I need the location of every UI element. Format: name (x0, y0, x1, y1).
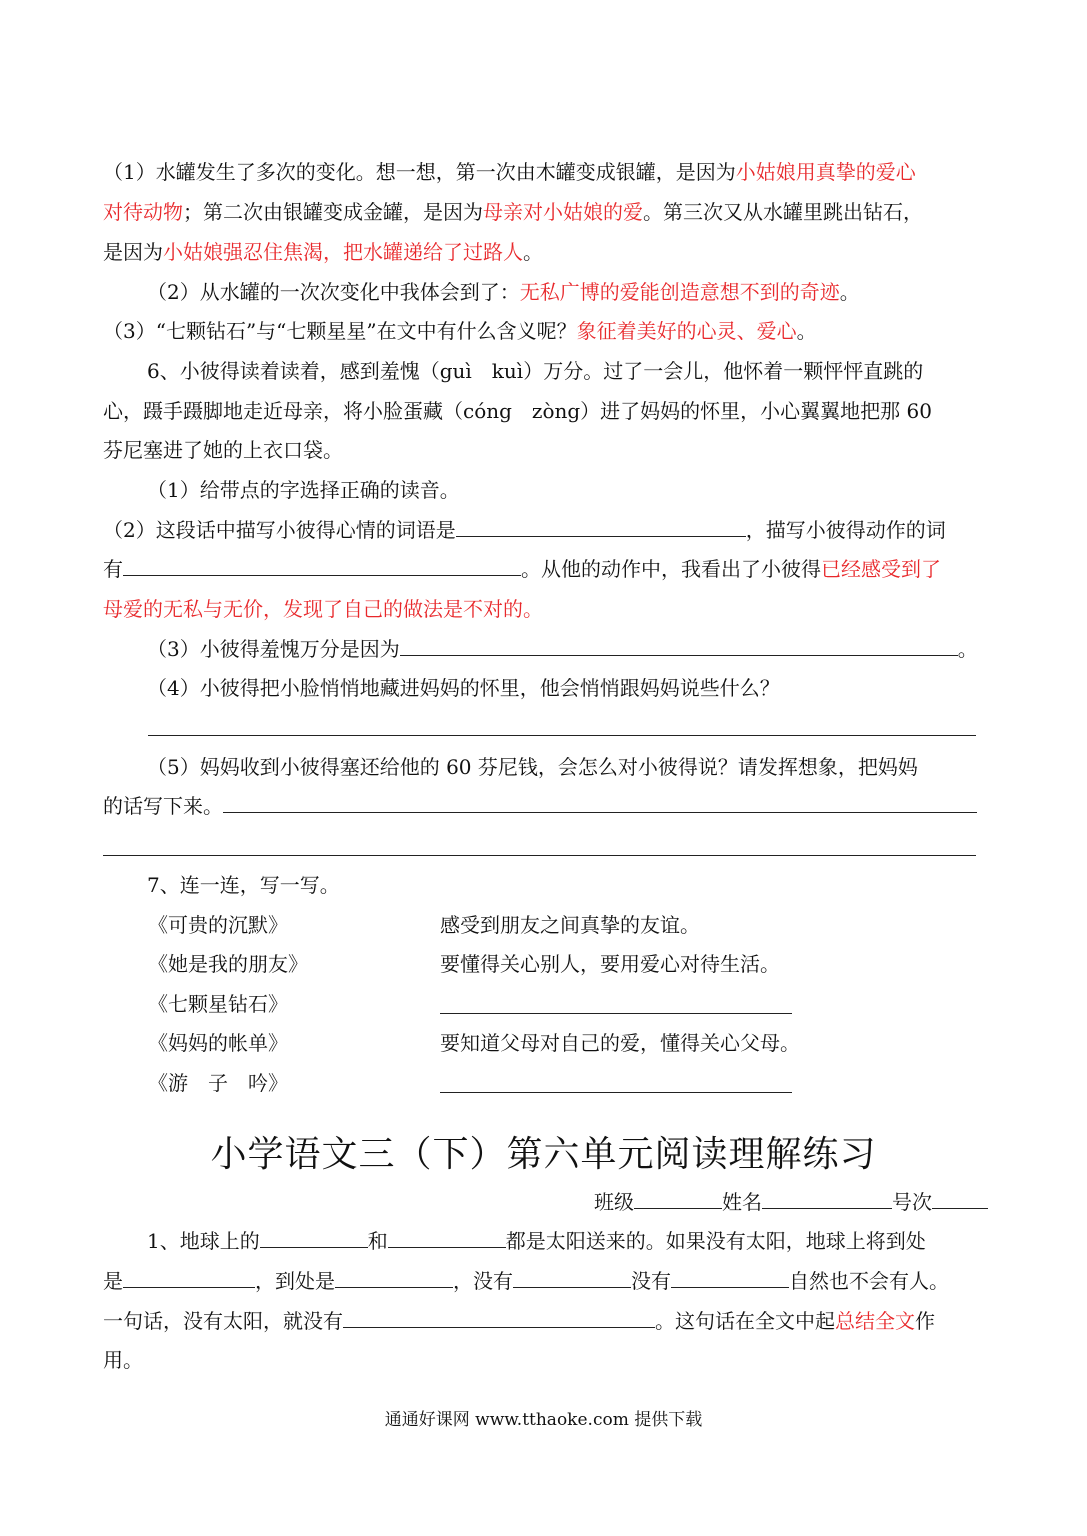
q6-s5-line1: （5）妈妈收到小彼得塞还给他的 60 芬尼钱，会怎么对小彼得说？请发挥想象，把妈妈 (147, 755, 918, 779)
text: 没有 (631, 1269, 671, 1293)
q6-line2: 心，蹑手蹑脚地走近母亲，将小脸蛋藏（cóng zòng）进了妈妈的怀里，小心翼翼地把那 60 (103, 399, 932, 423)
q6-s2-line2 (103, 556, 988, 582)
q7-head: 7、连一连，写一写。 (147, 873, 340, 897)
text: 。 (796, 319, 817, 343)
q7-title-0: 《可贵的沉默》 (148, 913, 288, 937)
number-blank[interactable] (932, 1190, 988, 1209)
q7-title-3: 《妈妈的帐单》 (148, 1031, 288, 1055)
text: 的话写下来。 (103, 794, 223, 818)
answer-text: 母亲对小姑娘的爱 (483, 200, 643, 224)
text: ，描写小彼得动作的词 (745, 518, 946, 542)
q6-s1: （1）给带点的字选择正确的读音。 (147, 478, 460, 502)
answer-blank[interactable] (343, 1309, 655, 1328)
text: ，到处是 (255, 1269, 335, 1293)
text: 。从他的动作中，我看出了小彼得 (521, 557, 821, 581)
q7-title-2: 《七颗星钻石》 (148, 992, 288, 1016)
text: （2）从水罐的一次次变化中我体会到了： (147, 280, 520, 304)
s1-line2 (103, 1268, 988, 1294)
q7-answer-0: 感受到朋友之间真挚的友谊。 (440, 913, 700, 937)
text: （3）小彼得羞愧万分是因为 (147, 637, 400, 661)
q6-line3: 芬尼塞进了她的上衣口袋。 (103, 438, 343, 462)
q6-s2-line1 (103, 517, 988, 543)
answer-line[interactable] (103, 855, 976, 856)
text: 。第三次又从水罐里跳出钻石， (643, 200, 923, 224)
text: ；第二次由银罐变成金罐，是因为 (183, 200, 483, 224)
answer-text: 。 (523, 597, 543, 621)
s1-line4: 用。 (103, 1348, 143, 1372)
text: 自然也不会有人。 (789, 1269, 949, 1293)
answer-text: 象征着美好的心灵、爱心 (576, 319, 797, 343)
text: 。 (839, 280, 860, 304)
text: （3）“七颗钻石”与“七颗星星”在文中有什么含义呢？ (103, 319, 577, 343)
footer: 通通好课网 www.tthaoke.com 提供下载 (384, 1410, 703, 1430)
q5-p3 (103, 318, 988, 344)
text: 是 (103, 1269, 123, 1293)
text: 。这句话在全文中起 (655, 1309, 835, 1333)
answer-text: 已经感受到了 (821, 557, 941, 581)
q5-p2 (103, 279, 1032, 305)
number-label: 号次 (892, 1190, 932, 1214)
q6-s2-line3 (103, 596, 988, 622)
student-info (103, 1189, 988, 1215)
answer-blank[interactable] (456, 518, 746, 537)
answer-text: 母爱的无私与无价，发现了自己的做法是不对的 (103, 597, 523, 621)
name-label: 姓名 (722, 1190, 762, 1214)
answer-blank[interactable] (223, 794, 977, 813)
q5-p1-line1 (103, 159, 988, 185)
text: 作 (915, 1309, 935, 1333)
answer-line[interactable] (148, 735, 976, 736)
answer-text: 小姑娘用真挚的爱心 (735, 160, 916, 184)
answer-line[interactable] (440, 1092, 792, 1093)
answer-blank[interactable] (513, 1269, 631, 1288)
answer-line[interactable] (440, 1013, 792, 1014)
answer-text: 小姑娘强忍住焦渴，把水罐递给了过路人 (163, 240, 523, 264)
class-label: 班级 (594, 1190, 634, 1214)
s1-line1 (103, 1228, 1032, 1254)
q7-answer-3: 要知道父母对自己的爱，懂得关心父母。 (440, 1031, 800, 1055)
text: ，没有 (453, 1269, 513, 1293)
text: 是因为 (103, 240, 163, 264)
answer-blank[interactable] (123, 557, 521, 576)
class-blank[interactable] (634, 1190, 722, 1209)
answer-blank[interactable] (335, 1269, 453, 1288)
text: 和 (367, 1229, 388, 1253)
answer-text: 对待动物 (103, 200, 183, 224)
q5-p1-line3 (103, 239, 988, 265)
text: （1）水罐发生了多次的变化。想一想，第一次由木罐变成银罐，是因为 (103, 160, 736, 184)
answer-blank[interactable] (123, 1269, 255, 1288)
answer-blank[interactable] (400, 637, 958, 656)
text: 1、地球上的 (147, 1229, 260, 1253)
s1-line3 (103, 1308, 988, 1334)
q6-s4: （4）小彼得把小脸悄悄地藏进妈妈的怀里，他会悄悄跟妈妈说些什么？ (147, 676, 780, 700)
q7-answer-1: 要懂得关心别人，要用爱心对待生活。 (440, 952, 780, 976)
answer-text: 无私广博的爱能创造意想不到的奇迹 (519, 280, 840, 304)
q6-s3 (103, 636, 1032, 662)
text: 有 (103, 557, 123, 581)
answer-blank[interactable] (388, 1229, 506, 1248)
text: 都是太阳送来的。如果没有太阳，地球上将到处 (505, 1229, 926, 1253)
text: 。 (523, 240, 543, 264)
q6-s5-line2 (103, 793, 988, 819)
name-blank[interactable] (762, 1190, 892, 1209)
q7-title-4: 《游 子 吟》 (148, 1071, 288, 1095)
answer-text: 总结全文 (835, 1309, 915, 1333)
answer-blank[interactable] (671, 1269, 789, 1288)
q6-line1: 6、小彼得读着读着，感到羞愧（guì kuì）万分。过了一会儿，他怀着一颗怦怦直跳的 (147, 359, 924, 383)
q5-p1-line2 (103, 199, 988, 225)
text: （2）这段话中描写小彼得心情的词语是 (103, 518, 456, 542)
text: 。 (957, 637, 978, 661)
text: 一句话，没有太阳，就没有 (103, 1309, 343, 1333)
q7-title-1: 《她是我的朋友》 (148, 952, 308, 976)
answer-blank[interactable] (260, 1229, 368, 1248)
section-title: 小学语文三（下）第六单元阅读理解练习 (210, 1134, 877, 1175)
